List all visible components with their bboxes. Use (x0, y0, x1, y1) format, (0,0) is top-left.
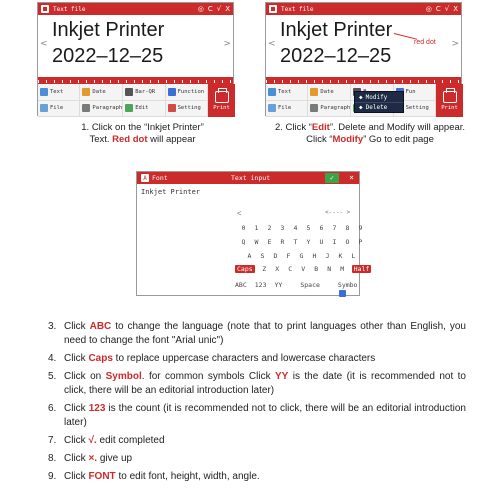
key-row-numbers (237, 224, 367, 232)
letter-key[interactable]: W (254, 238, 259, 246)
instruction-step (48, 352, 466, 366)
step-number: 8. (48, 453, 57, 464)
tool-paragraph[interactable]: Paragraph (308, 101, 351, 118)
letter-key[interactable]: H (312, 252, 317, 260)
chevron-left-icon[interactable]: < (40, 39, 48, 49)
date-key[interactable]: YY (274, 281, 283, 289)
letter-key[interactable]: J (325, 252, 330, 260)
letter-key[interactable]: E (267, 238, 272, 246)
letter-key[interactable]: G (299, 252, 304, 260)
step-keyword: Caps (88, 353, 113, 364)
step-keyword: 123 (88, 403, 106, 414)
letter-key[interactable]: S (260, 252, 265, 260)
refresh-icon[interactable]: C (435, 5, 441, 13)
window-title: Text file (281, 5, 314, 13)
letter-key[interactable]: Q (241, 238, 246, 246)
toolbar (266, 84, 436, 117)
letter-key[interactable]: O (345, 238, 350, 246)
step-text (64, 452, 466, 466)
edit-popup-menu (354, 91, 404, 113)
canvas-text-inkjet-printer[interactable]: Inkjet Printer (52, 19, 165, 41)
backspace-key[interactable]: <---- > (325, 209, 351, 216)
menu-item-modify[interactable]: ◆ Modify (359, 93, 388, 101)
canvas-text-date[interactable]: 2022–12–25 (280, 45, 392, 67)
step-text-part: Click (64, 435, 89, 446)
ruler (266, 77, 461, 84)
step-number: 7. (48, 435, 57, 446)
letter-key[interactable]: M (340, 265, 345, 273)
digit-key[interactable]: 0 (241, 224, 246, 232)
text-input-panel (136, 171, 370, 296)
edit-icon (125, 104, 133, 112)
digit-key[interactable]: 8 (345, 224, 350, 232)
digit-key[interactable]: 4 (293, 224, 298, 232)
abc-key[interactable]: ABC (235, 281, 247, 289)
tool-paragraph[interactable]: Paragraph (80, 101, 123, 118)
letter-key[interactable]: C (288, 265, 293, 273)
confirm-icon[interactable]: √ (216, 5, 222, 13)
screen-step2 (265, 2, 462, 116)
space-key[interactable]: Space (300, 281, 320, 289)
letter-key[interactable]: Z (262, 265, 267, 273)
letter-key[interactable]: F (286, 252, 291, 260)
file-icon (269, 5, 277, 13)
rotate-icon[interactable]: ◎ (425, 5, 432, 13)
ok-button[interactable]: ✓ (325, 173, 339, 183)
print-canvas (38, 15, 233, 77)
step-text-part: to replace uppercase characters and lowercase characters (112, 353, 376, 364)
gear-icon (168, 104, 176, 112)
refresh-icon[interactable]: C (207, 5, 213, 13)
step-number: 6. (48, 403, 57, 414)
text-input-title-bar (137, 172, 359, 184)
key-row-bottom (235, 281, 359, 297)
calendar-icon (310, 88, 318, 96)
folder-icon (268, 104, 276, 112)
tool-date[interactable]: Date (80, 84, 123, 101)
caps-key[interactable]: Caps (237, 265, 253, 273)
font-button[interactable]: A Font (141, 174, 168, 182)
step-text-part: to edit font, height, width, angle. (115, 471, 260, 482)
toolbar (38, 84, 208, 117)
letter-key[interactable]: A (247, 252, 252, 260)
step-number: 5. (48, 371, 57, 382)
letter-key[interactable]: X (275, 265, 280, 273)
close-button[interactable]: × (349, 173, 354, 182)
step-keyword: √. (88, 435, 97, 446)
step-text-part: Click on (64, 371, 106, 382)
key-row-zxcv (235, 265, 371, 273)
tool-edit[interactable]: Edit (123, 101, 165, 118)
printer-icon (215, 91, 229, 103)
cursor-left-key[interactable]: < (237, 209, 242, 218)
tool-date[interactable]: Date (308, 84, 351, 101)
screen-step1 (37, 2, 234, 116)
instruction-step (48, 470, 466, 484)
tool-function[interactable]: Fun (394, 84, 436, 101)
letter-key[interactable]: K (338, 252, 343, 260)
step-text-part: Click (64, 403, 89, 414)
step-text (64, 320, 466, 348)
step-text-part: is the count (it is recommended not to click, there will be an editorial introduction later) (64, 403, 466, 428)
step-text (64, 434, 466, 448)
tool-text[interactable]: Text (38, 84, 80, 101)
step-keyword: ABC (89, 321, 112, 332)
step-number: 9. (48, 471, 57, 482)
letter-key[interactable]: Y (306, 238, 311, 246)
step-keyword: YY (275, 371, 289, 382)
file-icon (41, 5, 49, 13)
menu-item-delete[interactable]: ◆ Delete (355, 102, 403, 112)
canvas-text-inkjet-printer[interactable]: Inkjet Printer (280, 19, 393, 41)
digit-key[interactable]: 5 (306, 224, 311, 232)
letter-key[interactable]: R (280, 238, 285, 246)
step-text-part: Click (64, 321, 90, 332)
count-key[interactable]: 123 (254, 281, 267, 289)
instruction-step (48, 434, 466, 448)
printer-icon (443, 91, 457, 103)
step-text-part: Click (64, 471, 89, 482)
calendar-icon (82, 88, 90, 96)
digit-key[interactable]: 7 (332, 224, 337, 232)
step-keyword: FONT (88, 471, 116, 482)
digit-key[interactable]: 1 (254, 224, 259, 232)
caption-step1: 1. Click on the “Inkjet Printer” Text. Red dot will appear (81, 122, 204, 145)
step-text-part: edit completed (96, 435, 165, 446)
letter-key[interactable]: V (301, 265, 306, 273)
letter-key[interactable]: T (293, 238, 298, 246)
print-button[interactable]: Print (208, 84, 235, 117)
print-canvas (266, 15, 461, 77)
paragraph-icon (310, 104, 318, 112)
digit-key[interactable]: 9 (358, 224, 363, 232)
font-icon: A (141, 174, 149, 182)
instruction-list (48, 320, 466, 488)
instruction-step (48, 402, 466, 430)
text-icon (40, 88, 48, 96)
barcode-icon (125, 88, 133, 96)
tool-bar-qr[interactable]: Bar-QR (123, 84, 165, 101)
step-text (64, 370, 466, 398)
tool-setting[interactable]: Setting (166, 101, 208, 118)
instruction-step (48, 320, 466, 348)
step-text-part: Click (64, 453, 89, 464)
step-keyword: Symbol (105, 371, 142, 382)
red-dot-label: red dot (414, 39, 436, 46)
step-text-part: Click (64, 353, 89, 364)
key-row-asdf (243, 252, 360, 260)
step-text-part: is the date (it is recommended not to click, there will be an editorial introduction later) (64, 371, 466, 396)
step-number: 3. (48, 321, 57, 332)
step-text (64, 352, 466, 366)
letter-key[interactable]: I (332, 238, 337, 246)
tool-text[interactable]: Text (266, 84, 308, 101)
letter-key[interactable]: B (314, 265, 319, 273)
digit-key[interactable]: 2 (267, 224, 272, 232)
symbol-toggle-icon (339, 290, 346, 297)
canvas-text-date[interactable]: 2022–12–25 (52, 45, 164, 67)
chevron-left-icon[interactable]: < (268, 39, 276, 49)
step-text-part: . for common symbols Click (141, 371, 275, 382)
rotate-icon[interactable]: ◎ (197, 5, 204, 13)
chevron-right-icon[interactable]: > (223, 39, 231, 49)
delete-icon: ◆ (359, 104, 363, 111)
close-icon[interactable]: X (453, 5, 458, 13)
tool-function[interactable]: Function (166, 84, 208, 101)
letter-key[interactable]: N (327, 265, 332, 273)
step-text (64, 470, 466, 484)
digit-key[interactable]: 6 (319, 224, 324, 232)
letter-key[interactable]: D (273, 252, 278, 260)
letter-key[interactable]: U (319, 238, 324, 246)
print-button[interactable]: Print (436, 84, 463, 117)
tool-setting[interactable]: Setting (394, 101, 436, 118)
tool-file[interactable]: File (266, 101, 308, 118)
text-icon (268, 88, 276, 96)
letter-key[interactable]: L (351, 252, 356, 260)
half-key[interactable]: Half (353, 265, 370, 273)
instruction-step (48, 452, 466, 466)
digit-key[interactable]: 3 (280, 224, 285, 232)
letter-key[interactable]: P (358, 238, 363, 246)
title-bar (38, 3, 233, 15)
paragraph-icon (82, 104, 90, 112)
tool-file[interactable]: File (38, 101, 80, 118)
step-text-part: to change the language (note that to print languages other than English, you need to change the font "Arial unic") (64, 321, 466, 346)
title-bar (266, 3, 461, 15)
ruler (38, 77, 233, 84)
step-keyword: ×. (88, 453, 98, 464)
window-title: Text file (53, 5, 86, 13)
panel-heading: Text input (231, 174, 271, 182)
function-icon (168, 88, 176, 96)
instruction-step (48, 370, 466, 398)
close-icon[interactable]: X (225, 5, 230, 13)
key-row-qwerty (237, 238, 367, 246)
symbol-key[interactable]: Symbo (338, 281, 359, 297)
caption-step2: 2. Click “Edit”. Delete and Modify will appear. Click “Modify” Go to edit page (274, 122, 466, 145)
text-input-field[interactable]: Inkjet Printer (141, 188, 201, 196)
step-number: 4. (48, 353, 57, 364)
confirm-icon[interactable]: √ (444, 5, 450, 13)
step-text (64, 402, 466, 430)
folder-icon (40, 104, 48, 112)
step-text-part: give up (97, 453, 133, 464)
chevron-right-icon[interactable]: > (451, 39, 459, 49)
modify-icon: ◆ (359, 93, 363, 101)
